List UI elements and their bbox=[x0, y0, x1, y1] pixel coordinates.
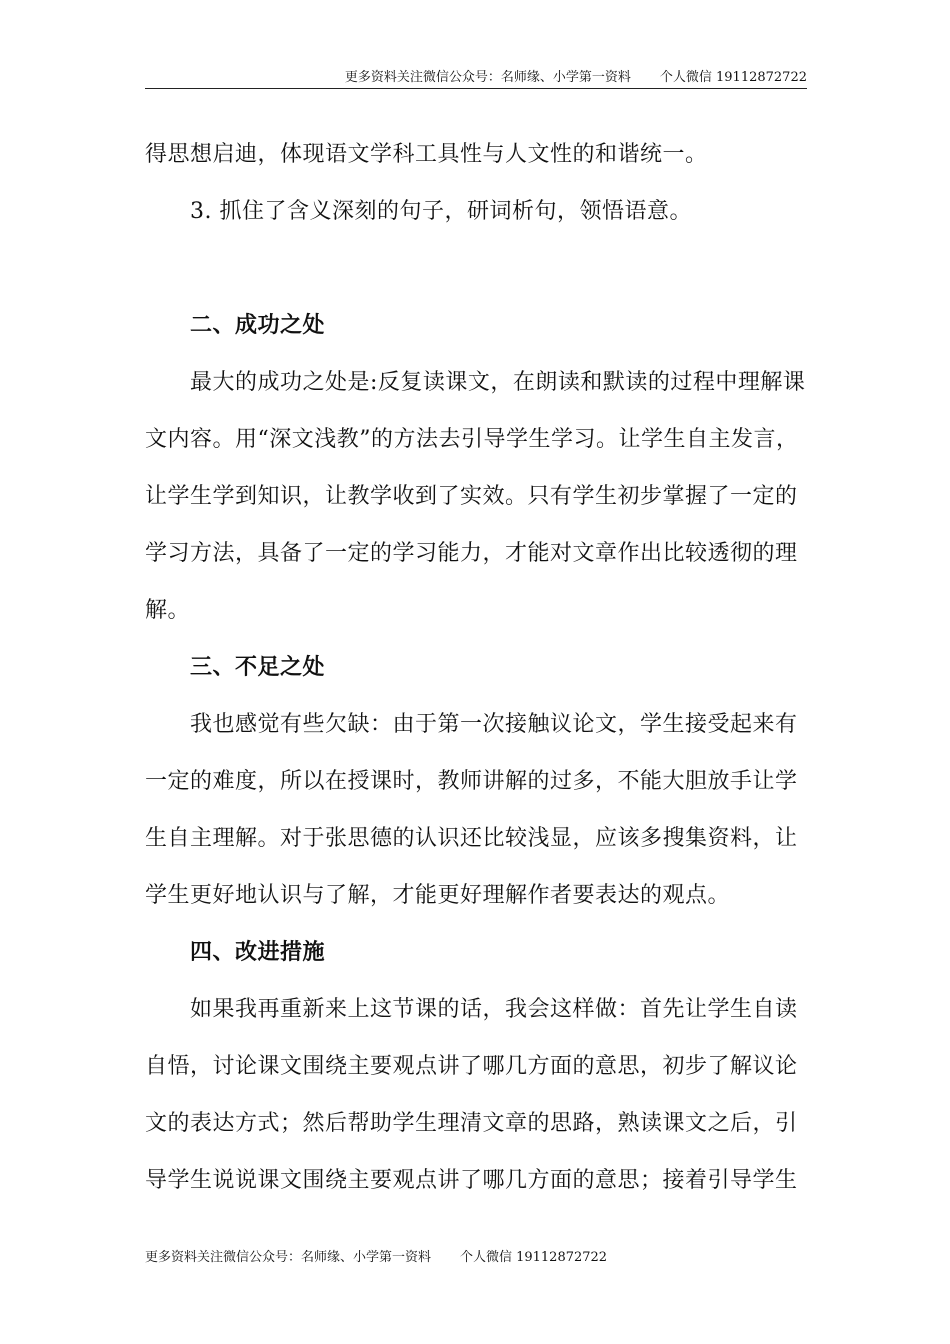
footer-wechat: 个人微信 19112872722 bbox=[459, 1250, 608, 1265]
paragraph: 得思想启迪，体现语文学科工具性与人文性的和谐统一。 bbox=[145, 142, 708, 167]
paragraph: 最大的成功之处是:反复读课文，在朗读和默读的过程中理解课文内容。用“深文浅教”的方法去引导学生学习。让学生自主发言，让学生学到知识，让教学收到了实效。只有学生初步掌握了一定的学习方法，具备了一定的学习能力，才能对文章作出比较透彻的理解。 bbox=[145, 370, 806, 623]
paragraph: 我也感觉有些欠缺：由于第一次接触议论文，学生接受起来有一定的难度，所以在授课时，教师讲解的过多，不能大胆放手让学生自主理解。对于张思德的认识还比较浅显，应该多搜集资料，让学生更好地认识与了解，才能更好理解作者要表达的观点。 bbox=[145, 712, 798, 908]
header-wechat: 个人微信 19112872722 bbox=[659, 70, 807, 85]
blank-line bbox=[145, 240, 807, 297]
header-text: 更多资料关注微信公众号：名师缘、小学第一资料 bbox=[344, 70, 631, 85]
document-body bbox=[145, 126, 807, 1209]
section-heading: 四、改进措施 bbox=[190, 939, 326, 965]
paragraph: 如果我再重新来上这节课的话，我会这样做：首先让学生自读自悟，讨论课文围绕主要观点讲了哪几方面的意思，初步了解议论文的表达方式；然后帮助学生理清文章的思路，熟读课文之后，引导学生说说课文围绕主要观点讲了哪几方面的意思；接着引导学生 bbox=[145, 997, 798, 1193]
page-header bbox=[145, 66, 807, 89]
section-heading: 三、不足之处 bbox=[190, 654, 326, 680]
section-heading: 二、成功之处 bbox=[190, 312, 326, 338]
footer-text: 更多资料关注微信公众号：名师缘、小学第一资料 bbox=[145, 1250, 432, 1265]
page-footer bbox=[145, 1246, 607, 1265]
paragraph: 3. 抓住了含义深刻的句子，研词析句，领悟语意。 bbox=[190, 199, 692, 224]
